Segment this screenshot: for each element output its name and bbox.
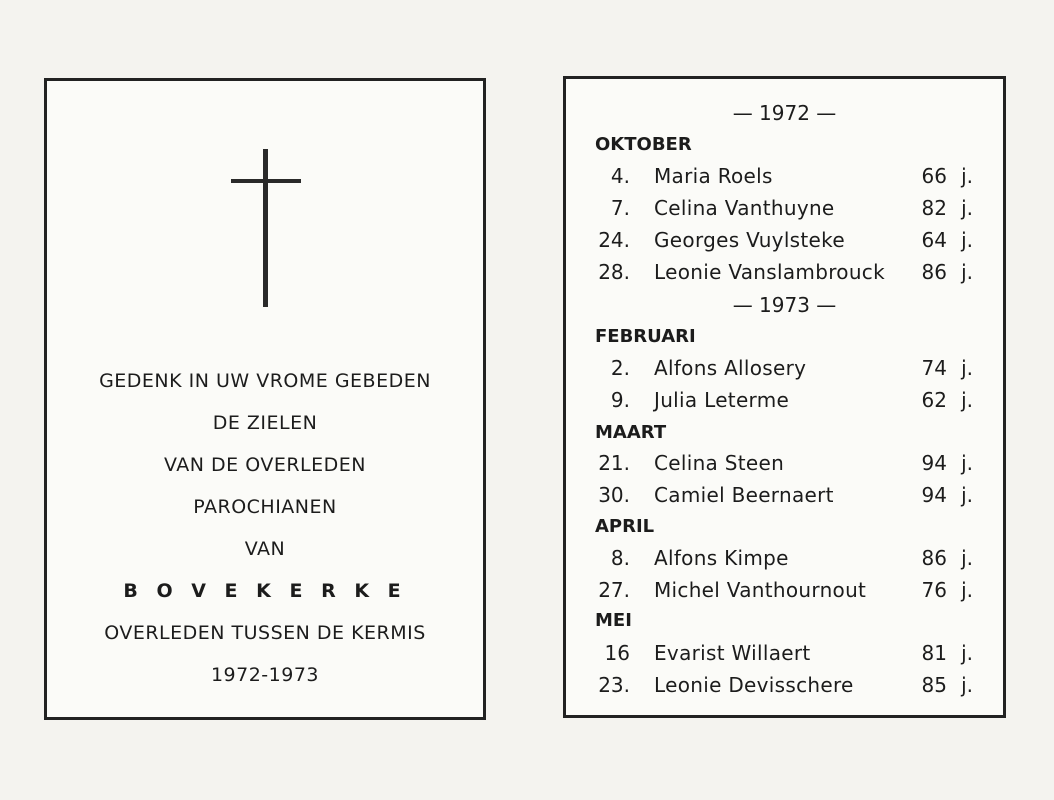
dedication-line-7: OVERLEDEN TUSSEN DE KERMIS	[104, 622, 426, 644]
entry-name: Evarist Willaert	[654, 641, 811, 665]
entry-day: 30.	[598, 483, 630, 507]
entry-age: 82	[921, 196, 947, 220]
month-heading-mei: MEI	[595, 610, 632, 631]
list-item	[566, 576, 1003, 604]
entry-day: 8.	[610, 546, 630, 570]
entry-age: 85	[921, 673, 947, 697]
list-item	[566, 354, 1003, 382]
list-item	[566, 386, 1003, 414]
dedication-line-4: PAROCHIANEN	[193, 496, 337, 518]
entry-age: 64	[921, 228, 947, 252]
entry-age-unit: j.	[961, 164, 973, 188]
entry-name: Michel Vanthournout	[654, 578, 867, 602]
entry-age: 94	[921, 451, 947, 475]
entry-day: 28.	[598, 260, 630, 284]
entry-age: 94	[921, 483, 947, 507]
entry-age-unit: j.	[961, 673, 973, 697]
entry-age: 86	[921, 546, 947, 570]
year-heading-1972: — 1972 —	[732, 101, 837, 125]
entry-age-unit: j.	[961, 260, 973, 284]
entry-name: Celina Vanthuyne	[654, 196, 835, 220]
month-heading-april: APRIL	[595, 516, 655, 537]
list-item	[566, 258, 1003, 286]
entry-age-unit: j.	[961, 483, 973, 507]
dedication-line-5: VAN	[244, 538, 286, 560]
entry-name: Maria Roels	[654, 164, 773, 188]
memorial-card-left-panel	[44, 78, 486, 720]
entry-day: 2.	[610, 356, 630, 380]
entry-age: 86	[921, 260, 947, 284]
month-heading-oktober: OKTOBER	[595, 134, 692, 155]
entry-name: Georges Vuylsteke	[654, 228, 845, 252]
memorial-card-right-panel	[563, 76, 1006, 718]
entry-day: 4.	[610, 164, 630, 188]
entry-day: 21.	[598, 451, 630, 475]
entry-age: 66	[921, 164, 947, 188]
dedication-line-3: VAN DE OVERLEDEN	[164, 454, 366, 476]
entry-age: 76	[921, 578, 947, 602]
list-item	[566, 481, 1003, 509]
entry-day: 16	[604, 641, 630, 665]
entry-age-unit: j.	[961, 546, 973, 570]
cross-icon	[263, 149, 268, 307]
entry-age-unit: j.	[961, 451, 973, 475]
entry-name: Julia Leterme	[654, 388, 790, 412]
entry-age: 81	[921, 641, 947, 665]
list-item	[566, 671, 1003, 699]
year-heading-1973: — 1973 —	[732, 293, 837, 317]
entry-age-unit: j.	[961, 388, 973, 412]
entry-age: 62	[921, 388, 947, 412]
month-heading-februari: FEBRUARI	[595, 326, 696, 347]
period-years: 1972-1973	[210, 664, 320, 686]
entry-name: Leonie Vanslambrouck	[654, 260, 885, 284]
entry-name: Alfons Allosery	[654, 356, 807, 380]
entry-age-unit: j.	[961, 356, 973, 380]
entry-age-unit: j.	[961, 641, 973, 665]
entry-age-unit: j.	[961, 578, 973, 602]
cross-icon-bar	[231, 179, 301, 183]
list-item	[566, 544, 1003, 572]
entry-day: 7.	[610, 196, 630, 220]
parish-name: B O V E K E R K E	[123, 580, 407, 602]
entry-name: Alfons Kimpe	[654, 546, 789, 570]
list-item	[566, 449, 1003, 477]
list-item	[566, 226, 1003, 254]
entry-day: 9.	[610, 388, 630, 412]
entry-name: Celina Steen	[654, 451, 785, 475]
entry-age: 74	[921, 356, 947, 380]
entry-day: 23.	[598, 673, 630, 697]
month-heading-maart: MAART	[595, 422, 667, 443]
list-item	[566, 194, 1003, 222]
entry-name: Leonie Devisschere	[654, 673, 854, 697]
entry-age-unit: j.	[961, 228, 973, 252]
list-item	[566, 639, 1003, 667]
entry-day: 27.	[598, 578, 630, 602]
list-item	[566, 162, 1003, 190]
entry-day: 24.	[598, 228, 630, 252]
dedication-line-2: DE ZIELEN	[212, 412, 318, 434]
dedication-line-1: GEDENK IN UW VROME GEBEDEN	[99, 370, 431, 392]
entry-age-unit: j.	[961, 196, 973, 220]
entry-name: Camiel Beernaert	[654, 483, 834, 507]
